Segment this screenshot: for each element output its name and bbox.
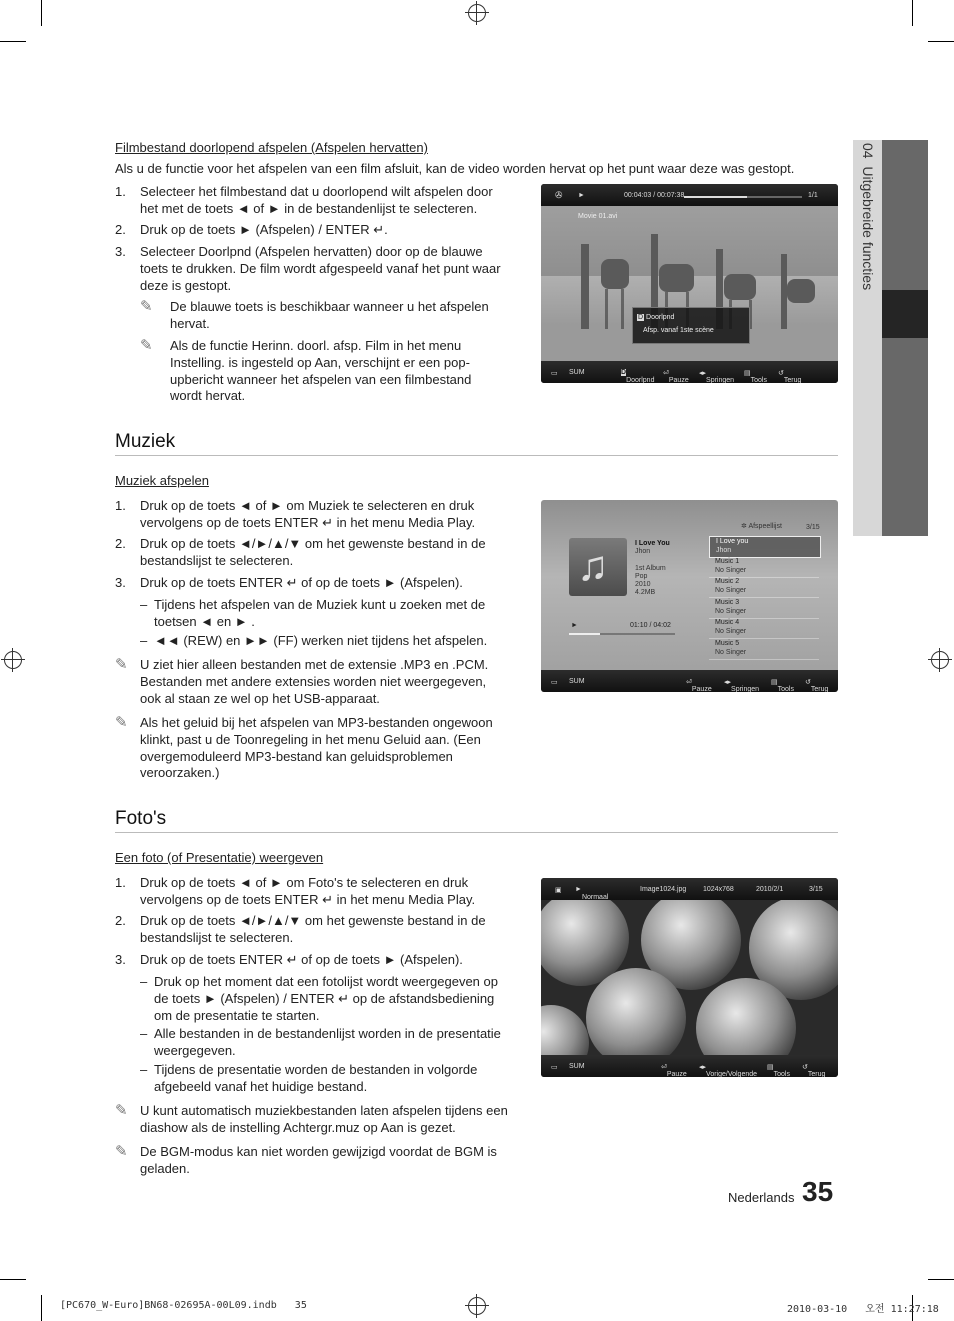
music-btn-back[interactable]: ↺ Terug <box>805 679 829 692</box>
music-btn-pause[interactable]: ⏎ Pauze <box>686 679 712 692</box>
playlist-sub: No Singer <box>715 648 747 656</box>
page-language: Nederlands <box>728 1190 795 1205</box>
dash-text: Tijdens het afspelen van de Muziek kunt u zoeken met de toetsen ◄ en ► . <box>154 597 486 629</box>
note-item <box>115 1103 510 1137</box>
note-item <box>115 1144 510 1178</box>
photo-resolution: 1024x768 <box>703 886 734 893</box>
dash-item <box>140 974 510 1024</box>
song-artist: Jhon <box>635 548 651 555</box>
dash-text: Druk op het moment dat een fotolijst wordt weergegeven op de toets ► (Afspelen) / ENTER ↵ op de afstandsbediening om de presentatie te starten. <box>154 974 498 1023</box>
popup-text: Afsp. vanaf 1ste scène <box>643 327 714 334</box>
step-number: 2. <box>115 913 126 928</box>
resume-intro: Als u de functie voor het afspelen van een film afsluit, kan de video worden hervat op het punt waar deze was gestopt. <box>115 161 795 176</box>
step-text: Druk op de toets ◄ of ► om Muziek te selecteren en druk vervolgens op de toets ENTER ↵ in het menu Media Play. <box>140 498 476 530</box>
step-item <box>115 184 505 218</box>
music-progress-bar[interactable] <box>569 633 675 635</box>
photo-file-name: Image1024.jpg <box>640 886 687 893</box>
playlist-title: Music 5 <box>715 639 740 647</box>
step-item <box>115 913 505 947</box>
music-count: 3/15 <box>806 524 820 531</box>
step-number: 1. <box>115 875 126 890</box>
note-icon: ✎ <box>140 298 153 315</box>
playlist-item[interactable] <box>709 618 819 639</box>
step-item <box>115 244 505 294</box>
photo-bottom-bar <box>541 1055 838 1077</box>
playlist-item[interactable] <box>709 536 821 558</box>
movie-time: 00:04:03 / 00:07:38 <box>624 192 685 199</box>
apples-photo <box>541 878 838 1077</box>
resume-subheading: Filmbestand doorlopend afspelen (Afspelen hervatten) <box>115 140 428 155</box>
note-text: Als het geluid bij het afspelen van MP3-bestanden ongewoon klinkt, past u de Toonregeling in het menu Geluid aan. (Een overgemoduleerd MP3-bestand kan geluidsproblemen veroorzaken.) <box>140 715 493 781</box>
playlist-sub: No Singer <box>715 587 747 594</box>
photo-screen <box>541 878 838 1077</box>
step-number: 3. <box>115 244 126 259</box>
note-text: U kunt automatisch muziekbestanden laten afspelen tijdens een diashow als de instelling Achtergr.muz op Aan is gezet. <box>140 1103 508 1135</box>
note-icon: ✎ <box>115 714 128 731</box>
song-title: I Love You <box>635 540 670 547</box>
music-btn-jump[interactable]: ◂▸ Springen <box>724 679 760 692</box>
crop-mark <box>928 1279 954 1280</box>
photo-date: 2010/2/1 <box>756 886 784 893</box>
step-text: Druk op de toets ◄/►/▲/▼ om het gewenste bestand in de bestandslijst te selecteren. <box>140 913 486 945</box>
playlist-title: Music 3 <box>715 598 740 606</box>
playlist-item[interactable] <box>709 639 819 660</box>
note-item <box>115 657 510 707</box>
photos-rule <box>115 832 838 833</box>
note-item <box>140 299 505 333</box>
song-album: 1st Album <box>635 565 666 572</box>
playlist-title: Music 2 <box>715 578 740 585</box>
dash-text: ◄◄ (REW) en ►► (FF) werken niet tijdens het afspelen. <box>154 633 488 648</box>
movie-btn-resume[interactable]: D Doorlpnd <box>621 369 655 383</box>
movie-btn-back[interactable]: ↺ Terug <box>778 370 802 383</box>
playlist-item[interactable] <box>709 557 819 578</box>
step-number: 1. <box>115 184 126 199</box>
usb-icon: ▭ <box>551 679 558 686</box>
movie-file-name: Movie 01.avi <box>578 213 618 220</box>
dash-item <box>140 1026 510 1060</box>
dash-icon: – <box>140 974 148 989</box>
step-item <box>115 952 505 969</box>
registration-mark-icon <box>468 4 486 22</box>
song-genre: Pop <box>635 573 648 580</box>
movie-count: 1/1 <box>808 192 818 199</box>
playlist-sub: No Singer <box>715 628 747 635</box>
note-icon: ✎ <box>115 1102 128 1119</box>
photo-btn-pause[interactable]: ⏎ Pauze <box>661 1064 687 1077</box>
step-text: Druk op de toets ◄ of ► om Foto's te selecteren en druk vervolgens op de toets ENTER ↵ in het menu Media Play. <box>140 875 476 907</box>
step-item <box>115 575 505 592</box>
step-text: Druk op de toets ENTER ↵ of op de toets ► (Afspelen). <box>140 952 463 967</box>
crop-mark <box>0 1279 26 1280</box>
step-item <box>115 536 505 570</box>
chapter-label <box>853 143 882 343</box>
music-screen <box>541 500 838 692</box>
registration-mark-icon <box>468 1297 486 1315</box>
photo-count: 3/15 <box>809 886 823 893</box>
movie-btn-jump[interactable]: ◂▸ Springen <box>699 370 735 383</box>
sum-label: SUM <box>569 1063 585 1070</box>
step-number: 1. <box>115 498 126 513</box>
dash-item <box>140 633 500 650</box>
movie-reel-icon: ✇ <box>555 190 563 200</box>
playlist-title: Music 1 <box>715 557 740 565</box>
photo-mode[interactable]: ► Normaal <box>575 886 609 901</box>
step-text: Selecteer Doorlpnd (Afspelen hervatten) door op de blauwe toets te drukken. De film wordt afgespeeld vanaf het punt waar deze is gestopt. <box>140 244 501 293</box>
dash-icon: – <box>140 1026 148 1041</box>
photo-icon: ▣ <box>555 887 562 894</box>
note-text: U ziet hier alleen bestanden met de extensie .MP3 en .PCM. Bestanden met andere extensies worden niet weergegeven, ook al staan ze wel op het USB-apparaat. <box>140 657 489 706</box>
usb-icon: ▭ <box>551 370 558 377</box>
playlist-header: ✲ Afspeellijst <box>741 523 782 530</box>
playlist-sub: No Singer <box>715 566 747 574</box>
dash-text: Alle bestanden in de bestandenlijst worden in de presentatie weergegeven. <box>154 1026 501 1058</box>
popup-title: Doorlpnd <box>646 314 675 321</box>
crop-mark <box>0 41 26 42</box>
movie-btn-tools[interactable]: ▤ Tools <box>744 370 767 383</box>
song-year: 2010 <box>635 581 651 588</box>
music-time: 01:10 / 04:02 <box>630 622 671 629</box>
note-text: De blauwe toets is beschikbaar wanneer u het afspelen hervat. <box>170 299 489 331</box>
playlist-title: Music 4 <box>715 619 740 626</box>
registration-mark-icon <box>4 651 22 669</box>
step-number: 2. <box>115 222 126 237</box>
photo-btn-tools[interactable]: ▤ Tools <box>767 1064 790 1077</box>
dash-item <box>140 1062 510 1096</box>
music-heading: Muziek <box>115 431 176 452</box>
sum-label: SUM <box>569 369 585 376</box>
crop-mark <box>928 41 954 42</box>
movie-top-bar <box>541 184 838 206</box>
d-key-icon: D <box>638 314 644 321</box>
note-icon: ✎ <box>115 656 128 673</box>
registration-mark-icon <box>931 651 949 669</box>
resume-popup[interactable] <box>632 307 750 344</box>
photo-btn-back[interactable]: ↺ Terug <box>802 1064 826 1077</box>
photo-btn-prevnext[interactable]: ◂▸ Vorige/Volgende <box>699 1064 758 1077</box>
step-text: Selecteer het filmbestand dat u doorlopend wilt afspelen door het met de toets ◄ of ► in de bestandenlijst te selecteren. <box>140 184 493 216</box>
note-item <box>115 715 510 782</box>
movie-screen <box>541 184 838 383</box>
photos-heading: Foto's <box>115 808 167 829</box>
step-text: Druk op de toets ◄/►/▲/▼ om het gewenste bestand in de bestandslijst te selecteren. <box>140 536 486 568</box>
crop-mark <box>912 0 913 26</box>
note-icon: ✎ <box>115 1143 128 1160</box>
step-item <box>115 498 505 532</box>
note-text: De BGM-modus kan niet worden gewijzigd voordat de BGM is geladen. <box>140 1144 497 1176</box>
song-size: 4.2MB <box>635 589 656 596</box>
print-file: [PC670_W-Euro]BN68-02695A-00L09.indb 35 <box>60 1300 307 1311</box>
photo-top-bar <box>541 878 838 900</box>
note-text: Als de functie Herinn. doorl. afsp. Film in het menu Instelling. is ingesteld op Aan, verschijnt er een pop-upbericht wanneer het afspelen van een filmbestand wordt hervat. <box>170 338 472 404</box>
movie-progress-bar[interactable] <box>684 196 802 198</box>
dash-text: Tijdens de presentatie worden de bestanden in volgorde afgebeeld vanaf het huidige bestand. <box>154 1062 478 1094</box>
music-note-icon: ♫ <box>577 542 609 589</box>
photos-subheading: Een foto (of Presentatie) weergeven <box>115 850 324 865</box>
playlist-sub: Jhon <box>716 547 732 554</box>
dash-icon: – <box>140 597 148 612</box>
music-btn-tools[interactable]: ▤ Tools <box>771 679 794 692</box>
movie-bottom-bar <box>541 361 838 383</box>
music-play-icon: ► <box>571 622 578 629</box>
note-item <box>140 338 505 405</box>
sum-label: SUM <box>569 678 585 685</box>
chapter-number: 04 <box>860 143 876 159</box>
playlist-sub: No Singer <box>715 607 747 615</box>
step-number: 3. <box>115 952 126 967</box>
chapter-title: Uitgebreide functies <box>860 166 876 291</box>
step-text: Druk op de toets ► (Afspelen) / ENTER ↵. <box>140 222 388 237</box>
usb-icon: ▭ <box>551 1064 558 1071</box>
playlist-item[interactable] <box>709 577 819 598</box>
step-item <box>115 875 505 909</box>
dash-icon: – <box>140 633 148 648</box>
step-number: 2. <box>115 536 126 551</box>
playlist <box>709 536 819 664</box>
playlist-title: I Love you <box>716 538 749 545</box>
step-number: 3. <box>115 575 126 590</box>
music-bottom-bar <box>541 670 838 692</box>
print-date: 2010-03-10 오전 11:27:18 <box>787 1304 939 1315</box>
movie-btn-pause[interactable]: ⏎ Pauze <box>663 370 689 383</box>
playlist-item[interactable] <box>709 598 819 619</box>
crop-mark <box>41 0 42 26</box>
music-subheading: Muziek afspelen <box>115 473 209 488</box>
dash-item <box>140 597 500 631</box>
step-text: Druk op de toets ENTER ↵ of op de toets ► (Afspelen). <box>140 575 463 590</box>
album-art <box>569 538 627 596</box>
note-icon: ✎ <box>140 337 153 354</box>
crop-mark <box>41 1295 42 1321</box>
music-rule <box>115 455 838 456</box>
play-icon: ► <box>578 192 585 199</box>
step-item <box>115 222 505 239</box>
page-number: 35 <box>802 1176 834 1207</box>
dash-icon: – <box>140 1062 148 1077</box>
